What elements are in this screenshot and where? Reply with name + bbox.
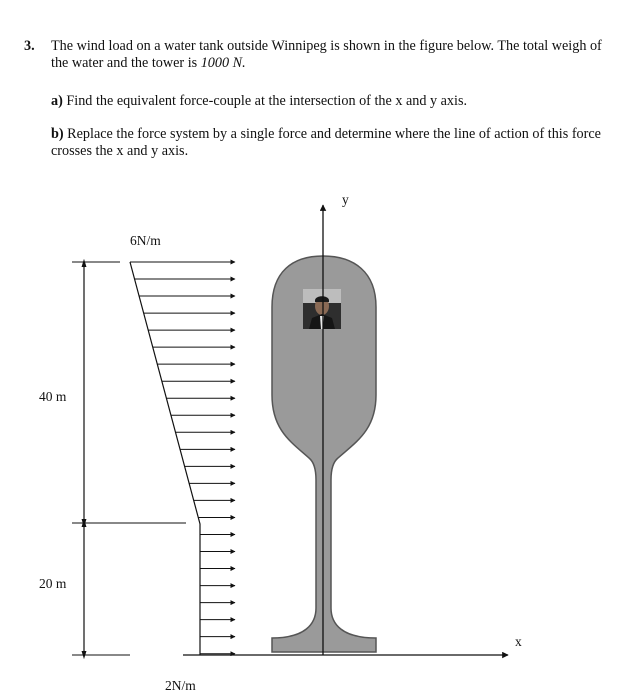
lower-height-label: 20 m — [39, 576, 67, 591]
x-axis-label: x — [515, 634, 522, 649]
part-a-label: a) — [51, 93, 63, 109]
bottom-load-label: 2N/m — [165, 678, 196, 693]
dimension-lines — [72, 262, 186, 655]
load-envelope — [130, 262, 200, 655]
top-load-label: 6N/m — [130, 233, 161, 248]
part-a-text: Find the equivalent force-couple at the intersection of the x and y axis. — [62, 93, 468, 109]
weight-value: 1000 N. — [200, 55, 246, 71]
part-b-text: Replace the force system by a single force and determine where the line of action of this force crosses the x and y axis. — [51, 126, 601, 159]
distributed-load — [130, 262, 235, 655]
intro-text: The wind load on a water tank outside Winnipeg is shown in the figure below. The total weigh of the water and the tower is — [51, 38, 602, 71]
portrait-photo — [303, 289, 341, 329]
part-b-label: b) — [51, 126, 64, 142]
upper-height-label: 40 m — [39, 389, 67, 404]
y-axis-label: y — [342, 192, 349, 207]
problem-number: 3. — [24, 38, 35, 54]
